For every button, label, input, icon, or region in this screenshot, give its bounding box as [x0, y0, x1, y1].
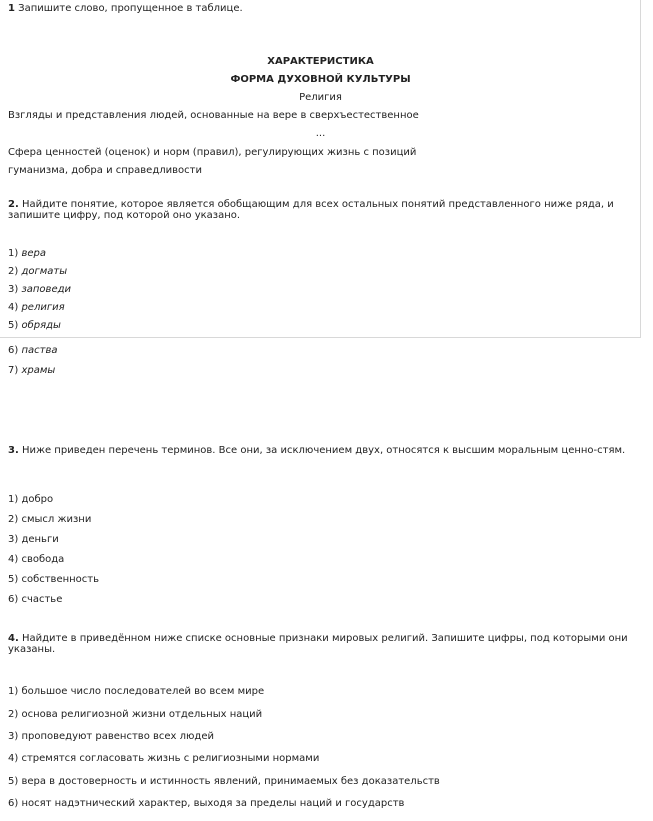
list-item: 1) добро [8, 494, 54, 505]
characteristic-1: Взгляды и представления людей, основанные на вере в сверхъестественное [8, 110, 419, 121]
question-3-number: 3. [8, 445, 19, 456]
list-item: 1) большое число последователей во всем мире [8, 686, 265, 697]
list-item: 4) стремятся согласовать жизнь с религиозными нормами [8, 753, 320, 764]
question-3-prompt: Ниже приведен перечень терминов. Все они, за исключением двух, относятся к высшим моральным ценно-стям. [21, 445, 626, 456]
table-subheader: ФОРМА ДУХОВНОЙ КУЛЬТУРЫ [230, 74, 411, 85]
list-item: 5) вера в достоверность и истинность явлений, принимаемых без доказательств [8, 776, 440, 787]
list-item: 5) обряды [8, 320, 61, 331]
list-item: 6) счастье [8, 594, 63, 605]
question-1-prompt: Запишите слово, пропущенное в таблице. [18, 3, 243, 14]
list-item: 6) носят надэтнический характер, выходя за пределы наций и государств [8, 798, 405, 809]
question-4-number: 4. [8, 633, 19, 644]
list-item: 4) религия [8, 302, 65, 313]
list-item: 3) заповеди [8, 284, 72, 295]
question-2-number: 2. [8, 199, 19, 210]
list-item: 1) вера [8, 248, 46, 259]
list-item: 4) свобода [8, 554, 65, 565]
list-item: 2) догматы [8, 266, 68, 277]
list-item: 6) паства [8, 345, 58, 356]
list-item: 5) собственность [8, 574, 100, 585]
table-header: ХАРАКТЕРИСТИКА [267, 56, 374, 67]
list-item: 3) проповедуют равенство всех людей [8, 731, 215, 742]
question-2 [8, 199, 633, 221]
question-4 [8, 633, 633, 655]
question-1-number: 1 [8, 3, 15, 14]
list-item: 2) смысл жизни [8, 514, 92, 525]
characteristic-2-line-1: Сфера ценностей (оценок) и норм (правил), регулирующих жизнь с позиций [8, 147, 417, 158]
characteristic-2-line-2: гуманизма, добра и справедливости [8, 165, 202, 176]
list-item: 7) храмы [8, 365, 56, 376]
missing-cell: ... [315, 128, 326, 139]
question-1 [8, 3, 243, 15]
question-2-prompt: Найдите понятие, которое является обобщающим для всех остальных понятий представленного ниже ряда, и запишите цифру, под которой оно указано. [8, 199, 614, 221]
question-4-prompt: Найдите в приведённом ниже списке основные признаки мировых религий. Запишите цифры, под которыми они указаны. [8, 633, 628, 655]
form-name: Религия [299, 92, 342, 103]
question-3 [8, 445, 628, 456]
list-item: 3) деньги [8, 534, 59, 545]
list-item: 2) основа религиозной жизни отдельных наций [8, 709, 263, 720]
